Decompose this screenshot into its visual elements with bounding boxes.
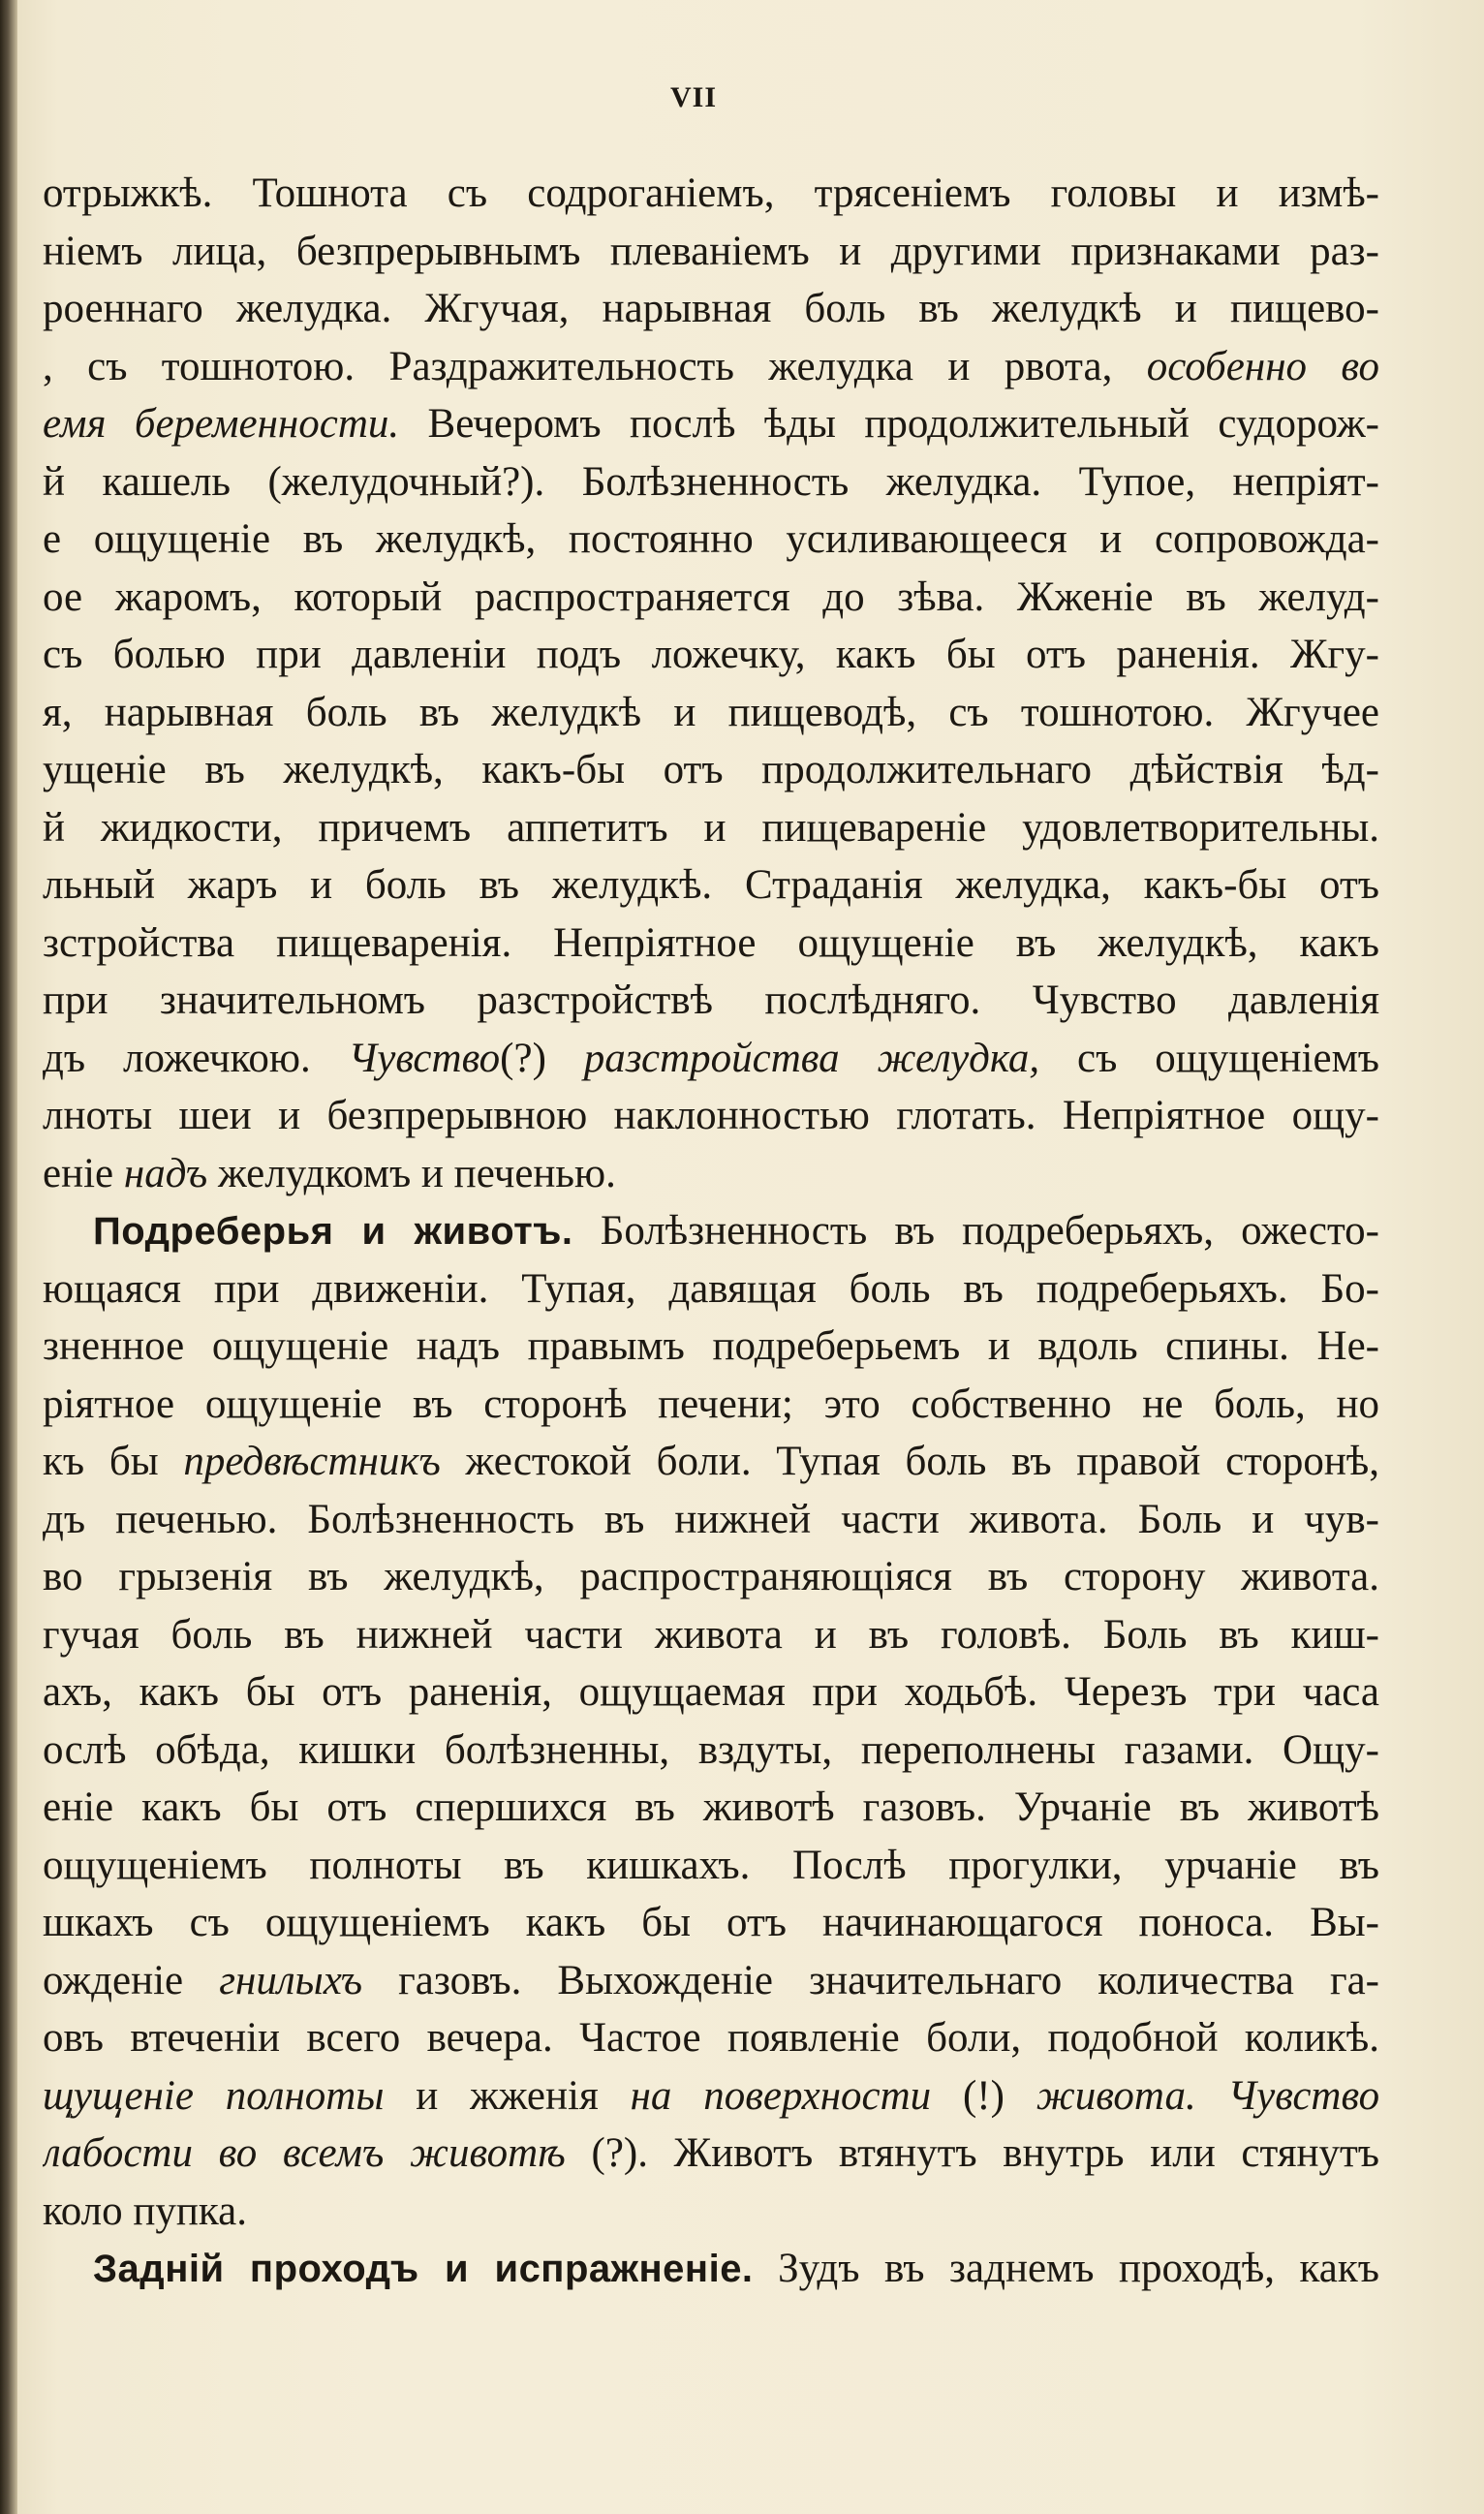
text-line: [43, 1030, 1379, 1088]
italic-text: разстройства желудка,: [583, 1035, 1040, 1081]
text-run: (?). Животъ втянутъ внутрь или стянутъ: [591, 2130, 1379, 2176]
text-line: й жидкости, причемъ аппетитъ и пищевареніе удовлетворительны.: [43, 804, 1379, 851]
text-line: [43, 395, 1379, 453]
text-line: [43, 1202, 1379, 1260]
italic-text: особенно во: [1146, 343, 1379, 389]
text-line: [43, 2125, 1379, 2183]
text-line: [43, 1952, 1379, 2010]
text-run: желудкомъ и печенью.: [217, 1150, 616, 1196]
italic-text: лабости во всемъ животѣ: [43, 2130, 566, 2176]
text-line: е ощущеніе въ желудкѣ, постоянно усиливающееся и сопровожда-: [43, 516, 1379, 562]
text-run: къ бы: [43, 1439, 159, 1484]
book-spine-shadow: [0, 0, 17, 2514]
text-line: [43, 1145, 1379, 1203]
text-line: ощущеніемъ полноты въ кишкахъ. Послѣ прогулки, урчаніе въ: [43, 1842, 1379, 1888]
text-run: Зудъ въ заднемъ проходѣ, какъ: [778, 2246, 1379, 2291]
text-line: ое жаромъ, который распространяется до зѣва. Жженіе въ желуд-: [43, 574, 1379, 620]
text-line: [43, 1433, 1379, 1491]
text-run: еніе: [43, 1150, 114, 1196]
italic-text: емя беременности.: [43, 401, 400, 447]
text-line: съ болью при давленіи подъ ложечку, какъ бы отъ раненія. Жгу-: [43, 632, 1379, 677]
text-run: газовъ. Выхожденіе значительнаго количества га-: [398, 1957, 1379, 2003]
text-line: [43, 338, 1379, 396]
text-run: дъ ложечкою.: [43, 1035, 311, 1081]
text-run: (!): [962, 2072, 1005, 2119]
text-line: ніемъ лица, безпрерывнымъ плеваніемъ и другими признаками раз-: [43, 228, 1379, 274]
italic-text: щущеніе полноты: [43, 2072, 385, 2119]
text-block: [43, 165, 1379, 2298]
text-line: ущеніе въ желудкѣ, какъ-бы отъ продолжительнаго дѣйствія ѣд-: [43, 747, 1379, 792]
section-heading: Подреберья и животъ.: [93, 1210, 573, 1253]
text-run: Болѣзненность въ подреберьяхъ, ожесто-: [600, 1208, 1379, 1254]
text-line: при значительномъ разстройствѣ послѣдняго. Чувство давленія: [43, 978, 1379, 1023]
text-line: льный жаръ и боль въ желудкѣ. Страданія желудка, какъ-бы отъ: [43, 862, 1379, 908]
text-line: [43, 2067, 1379, 2126]
text-run: Вечеромъ послѣ ѣды продолжительный судорож-: [427, 401, 1379, 447]
text-line: еніе какъ бы отъ спершихся въ животѣ газовъ. Урчаніе въ животѣ: [43, 1785, 1379, 1830]
italic-text: гнилыхъ: [219, 1957, 363, 2003]
text-line: во грызенія въ желудкѣ, распространяющіяся въ сторону живота.: [43, 1554, 1379, 1599]
italic-text: надъ: [123, 1150, 208, 1196]
text-line: роеннаго желудка. Жгучая, нарывная боль въ желудкѣ и пищево-: [43, 286, 1379, 331]
italic-text: предвѣстникъ: [183, 1439, 441, 1484]
italic-text: живота.: [1036, 2072, 1196, 2119]
text-line: я, нарывная боль въ желудкѣ и пищеводѣ, съ тошнотою. Жгучее: [43, 689, 1379, 735]
text-line: ахъ, какъ бы отъ раненія, ощущаемая при ходьбѣ. Черезъ три часа: [43, 1669, 1379, 1715]
text-line: й кашель (желудочный?). Болѣзненность желудка. Тупое, непріят-: [43, 458, 1379, 505]
text-line: ющаяся при движеніи. Тупая, давящая боль въ подреберьяхъ. Бо-: [43, 1265, 1379, 1312]
italic-text: Чувство: [1227, 2072, 1379, 2119]
text-line: гучая боль въ нижней части живота и въ головѣ. Боль въ киш-: [43, 1611, 1379, 1658]
text-line: [43, 2240, 1379, 2298]
text-run: , съ тошнотою. Раздражительность желудка и рвота,: [43, 343, 1113, 389]
text-run: съ ощущеніемъ: [1077, 1035, 1379, 1081]
text-line: отрыжкѣ. Тошнота съ содроганіемъ, трясеніемъ головы и измѣ-: [43, 171, 1379, 216]
text-line: ослѣ обѣда, кишки болѣзненны, вздуты, переполнены газами. Ощу-: [43, 1726, 1379, 1773]
italic-text: Чувство: [348, 1035, 501, 1081]
section-heading: Задній проходъ и испражненіе.: [93, 2248, 754, 2290]
text-run: (?): [500, 1035, 546, 1081]
text-line: коло пупка.: [43, 2188, 247, 2234]
text-line: овъ втеченіи всего вечера. Частое появленіе боли, подобной коликѣ.: [43, 2015, 1379, 2061]
page-number: VII: [669, 81, 717, 113]
text-run: жестокой боли. Тупая боль въ правой сторонѣ,: [465, 1439, 1379, 1484]
text-line: зстройства пищеваренія. Непріятное ощущеніе въ желудкѣ, какъ: [43, 919, 1379, 966]
text-line: дъ печенью. Болѣзненность въ нижней части живота. Боль и чув-: [43, 1496, 1379, 1542]
text-line: ріятное ощущеніе въ сторонѣ печени; это собственно не боль, но: [43, 1381, 1379, 1427]
text-run: ожденіе: [43, 1957, 184, 2003]
text-run: и жженія: [416, 2072, 599, 2119]
text-line: зненное ощущеніе надъ правымъ подреберьемъ и вдоль спины. Не-: [43, 1323, 1379, 1369]
italic-text: на поверхности: [630, 2072, 932, 2119]
text-line: шкахъ съ ощущеніемъ какъ бы отъ начинающагося поноса. Вы-: [43, 1900, 1379, 1945]
text-line: лноты шеи и безпрерывною наклонностью глотать. Непріятное ощу-: [43, 1093, 1379, 1138]
